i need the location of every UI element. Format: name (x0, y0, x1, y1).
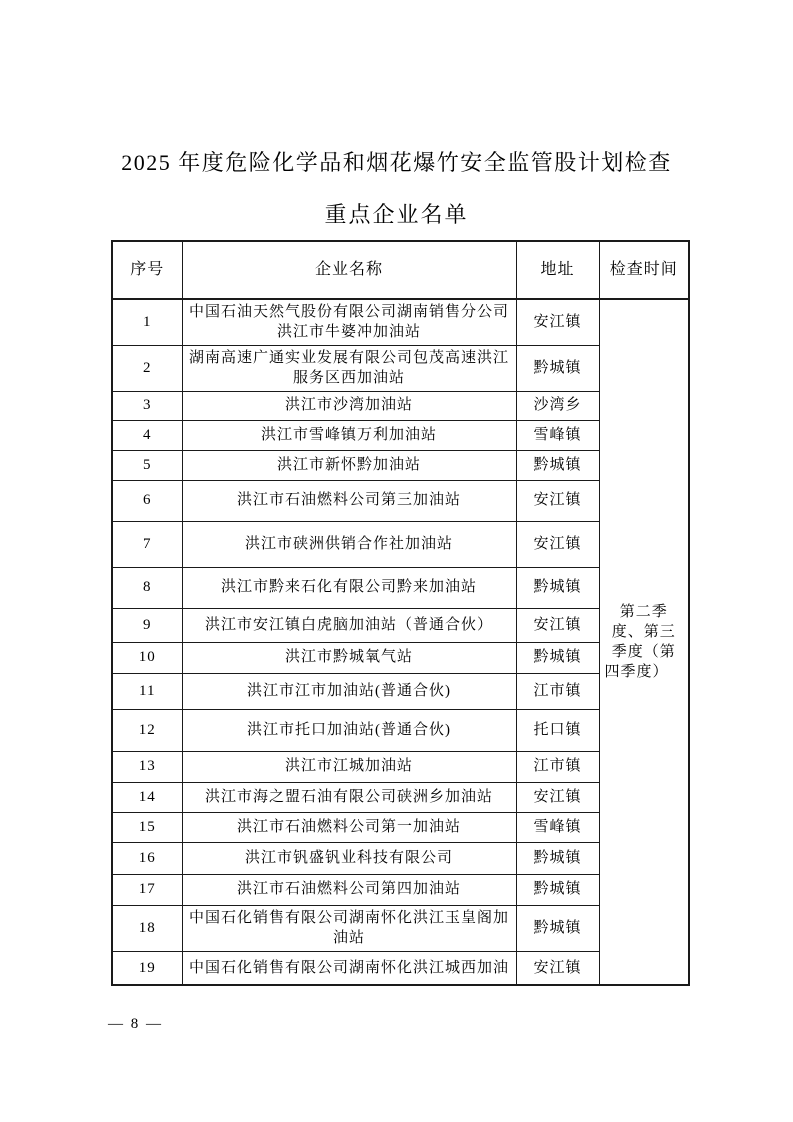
table-row (112, 299, 689, 345)
enterprise-name: 洪江市石油燃料公司第一加油站 (182, 812, 516, 842)
row-number: 9 (112, 608, 182, 642)
inspection-time-cell: 第二季度、第三季度（第四季度） (599, 299, 689, 985)
row-address: 安江镇 (516, 521, 599, 567)
header-time: 检查时间 (599, 241, 689, 299)
row-number: 10 (112, 642, 182, 673)
enterprise-name: 洪江市安江镇白虎脑加油站（普通合伙） (182, 608, 516, 642)
row-number: 5 (112, 450, 182, 480)
document-title: 2025 年度危险化学品和烟花爆竹安全监管股计划检查 (121, 150, 672, 175)
enterprise-name: 洪江市硖洲供销合作社加油站 (182, 521, 516, 567)
row-address: 托口镇 (516, 709, 599, 751)
row-address: 沙湾乡 (516, 391, 599, 420)
header-address: 地址 (516, 241, 599, 299)
enterprise-name: 洪江市钒盛钒业科技有限公司 (182, 842, 516, 874)
row-address: 安江镇 (516, 480, 599, 521)
enterprise-name: 中国石化销售有限公司湖南怀化洪江城西加油 (182, 951, 516, 985)
enterprise-name: 洪江市江城加油站 (182, 751, 516, 782)
row-number: 1 (112, 299, 182, 345)
row-number: 16 (112, 842, 182, 874)
row-number: 2 (112, 345, 182, 391)
row-address: 江市镇 (516, 751, 599, 782)
document-subtitle: 重点企业名单 (324, 202, 469, 227)
row-number: 13 (112, 751, 182, 782)
row-number: 7 (112, 521, 182, 567)
row-address: 黔城镇 (516, 567, 599, 608)
row-address: 黔城镇 (516, 874, 599, 905)
row-address: 黔城镇 (516, 642, 599, 673)
row-number: 3 (112, 391, 182, 420)
row-address: 安江镇 (516, 608, 599, 642)
enterprise-name: 洪江市托口加油站(普通合伙) (182, 709, 516, 751)
header-no: 序号 (112, 241, 182, 299)
header-name: 企业名称 (182, 241, 516, 299)
row-address: 雪峰镇 (516, 812, 599, 842)
enterprise-name: 洪江市新怀黔加油站 (182, 450, 516, 480)
row-number: 8 (112, 567, 182, 608)
row-number: 4 (112, 420, 182, 450)
inspection-table (111, 240, 690, 986)
enterprise-name: 湖南高速广通实业发展有限公司包茂高速洪江服务区西加油站 (182, 345, 516, 391)
row-address: 安江镇 (516, 951, 599, 985)
row-number: 14 (112, 782, 182, 812)
row-number: 11 (112, 673, 182, 709)
row-number: 12 (112, 709, 182, 751)
row-number: 19 (112, 951, 182, 985)
enterprise-name: 洪江市沙湾加油站 (182, 391, 516, 420)
enterprise-name: 洪江市石油燃料公司第四加油站 (182, 874, 516, 905)
row-address: 黔城镇 (516, 450, 599, 480)
row-address: 江市镇 (516, 673, 599, 709)
enterprise-name: 中国石化销售有限公司湖南怀化洪江玉皇阁加油站 (182, 905, 516, 951)
enterprise-name: 洪江市黔城氧气站 (182, 642, 516, 673)
enterprise-name: 中国石油天然气股份有限公司湖南销售分公司洪江市牛婆冲加油站 (182, 299, 516, 345)
row-address: 安江镇 (516, 782, 599, 812)
row-number: 6 (112, 480, 182, 521)
enterprise-name: 洪江市海之盟石油有限公司硖洲乡加油站 (182, 782, 516, 812)
table-header-row (112, 241, 689, 299)
row-address: 黔城镇 (516, 842, 599, 874)
row-number: 18 (112, 905, 182, 951)
enterprise-name: 洪江市江市加油站(普通合伙) (182, 673, 516, 709)
row-number: 17 (112, 874, 182, 905)
page-number: — 8 — (108, 1016, 163, 1032)
row-address: 安江镇 (516, 299, 599, 345)
row-address: 雪峰镇 (516, 420, 599, 450)
row-number: 15 (112, 812, 182, 842)
enterprise-name: 洪江市黔来石化有限公司黔来加油站 (182, 567, 516, 608)
enterprise-name: 洪江市雪峰镇万利加油站 (182, 420, 516, 450)
row-address: 黔城镇 (516, 905, 599, 951)
enterprise-name: 洪江市石油燃料公司第三加油站 (182, 480, 516, 521)
row-address: 黔城镇 (516, 345, 599, 391)
